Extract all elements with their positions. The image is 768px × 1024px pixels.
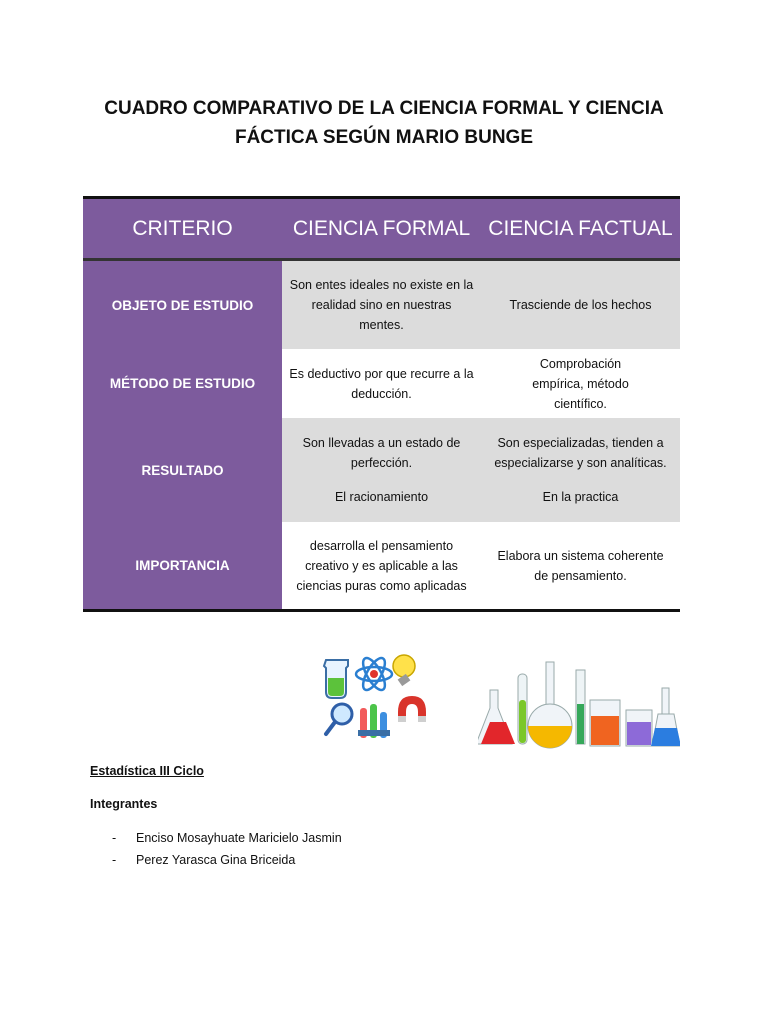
row-criterio: IMPORTANCIA <box>135 558 230 573</box>
header-criterio: CRITERIO <box>132 216 233 240</box>
cell-text: desarrolla el pensamiento creativo y es aplicable a las ciencias puras como aplicadas <box>296 538 467 593</box>
cell-text: Trasciende de los hechos <box>509 298 652 312</box>
cell-formal <box>282 418 481 522</box>
document-title <box>60 94 708 152</box>
member-item: - Enciso Mosayhuate Maricielo Jasmin <box>112 831 342 845</box>
members-label: Integrantes <box>90 797 158 811</box>
header-ciencia-factual: CIENCIA FACTUAL <box>488 216 673 240</box>
header-ciencia-formal: CIENCIA FORMAL <box>292 216 471 240</box>
cell-text: Elabora un sistema coherente de pensamiento. <box>497 548 664 583</box>
cell-factual <box>481 261 680 349</box>
member-item: - Perez Yarasca Gina Briceida <box>112 853 296 867</box>
member-name: Enciso Mosayhuate Maricielo Jasmin <box>136 831 342 845</box>
cell-formal <box>282 522 481 609</box>
table-bottom-border <box>83 609 680 612</box>
title-line-2: FÁCTICA SEGÚN MARIO BUNGE <box>234 127 534 148</box>
cell-factual <box>481 418 680 522</box>
row-criterio: RESULTADO <box>141 462 224 478</box>
lab-flasks-icon <box>478 660 680 750</box>
cell-formal <box>282 349 481 418</box>
comparison-table <box>83 196 680 612</box>
cell-formal <box>282 261 481 349</box>
title-line-1: CUADRO COMPARATIVO DE LA CIENCIA FORMAL Y CIENCIA <box>104 98 664 119</box>
cell-text: Son llevadas a un estado de perfección. <box>302 436 461 470</box>
cell-text: El racionamiento <box>334 490 429 504</box>
cell-text: En la practica <box>542 490 619 504</box>
member-name: Perez Yarasca Gina Briceida <box>136 853 296 867</box>
cell-factual <box>481 522 680 609</box>
cell-text: Son especializadas, tienden a especializarse y son analíticas. <box>494 436 667 470</box>
course-label: Estadística III Ciclo <box>90 764 204 778</box>
cell-text: Es deductivo por que recurre a la deducción. <box>289 366 474 401</box>
cell-factual <box>481 349 680 418</box>
row-criterio: OBJETO DE ESTUDIO <box>111 297 254 313</box>
science-clipart-icon <box>318 646 430 746</box>
cell-text: Comprobación empírica, método científico. <box>532 356 629 411</box>
row-criterio: MÉTODO DE ESTUDIO <box>109 376 256 391</box>
cell-text: Son entes ideales no existe en la realidad sino en nuestras mentes. <box>289 278 474 332</box>
